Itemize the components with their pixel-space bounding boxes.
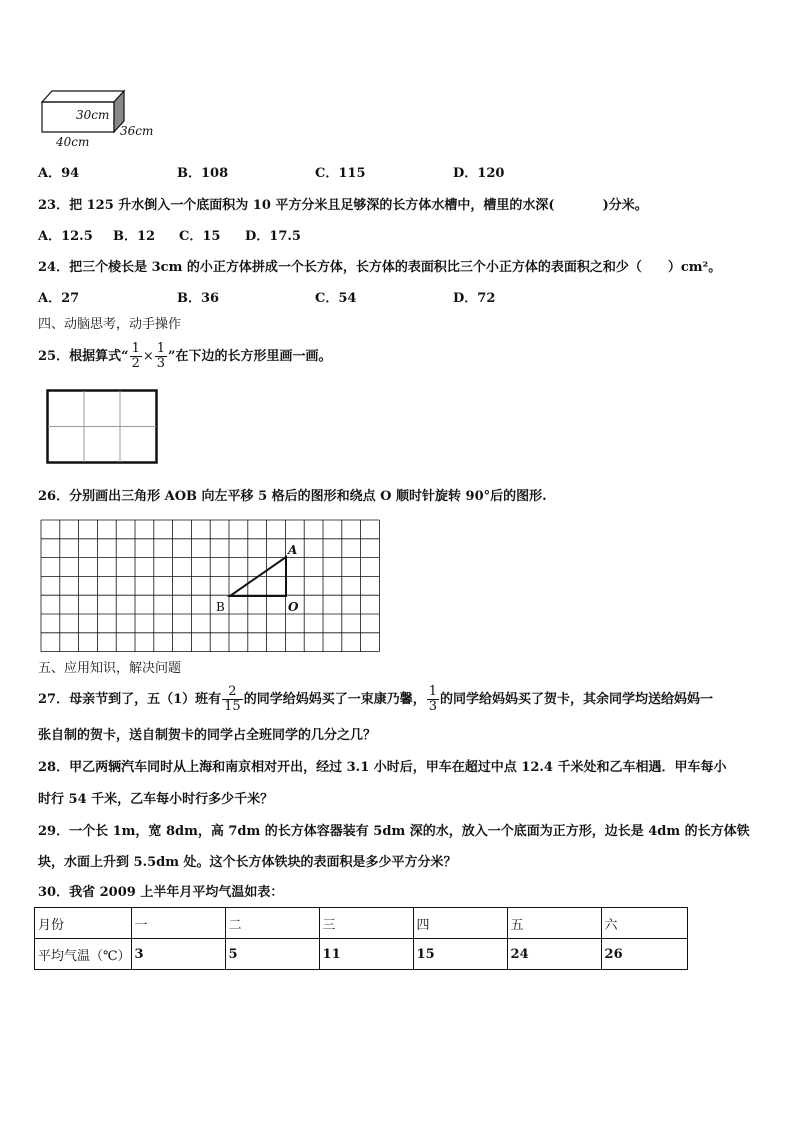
table-cell: 月份 [35,908,132,939]
cuboid-label-top: 30cm [76,108,110,122]
q29-line-1: 29．一个长 1m，宽 8dm，高 7dm 的长方体容器装有 5dm 深的水，放入一个底面为正方形，边长是 4dm 的长方体铁 [38,824,750,839]
q25-frac-2: $\frac{1}{3}$ [156,341,166,371]
temperature-table [34,907,688,970]
grid-label-a: A [288,543,298,557]
q22-option-c[interactable]: C．115 [315,166,366,181]
q30-text: 30．我省 2009 上半年月平均气温如表： [38,885,284,900]
table-cell: 11 [319,939,413,970]
cuboid-label-right: 36cm [120,124,154,138]
q25-text: 25．根据算式“ $\frac{1}{2}$ × $\frac{1}{3}$ ”在下边的长方形里画一画。 [38,341,332,371]
q28-line-1: 28．甲乙两辆汽车同时从上海和南京相对开出，经过 3.1 小时后，甲车在超过中点 12.4 千米处和乙车相遇．甲车每小 [38,760,727,775]
table-cell: 二 [225,908,319,939]
q24-option-a[interactable]: A．27 [38,291,80,306]
table-cell: 24 [507,939,601,970]
grid-label-b: B [216,600,225,614]
table-row-temperature [35,939,688,970]
q26-grid[interactable] [40,519,383,653]
q23-text: 23．把 125 升水倒入一个底面积为 10 平方分米且足够深的长方体水槽中，槽里的水深( )分米。 [38,198,648,213]
drawing-rectangle[interactable] [46,389,159,465]
section-4-heading: 四、动脑思考，动手操作 [38,317,182,332]
table-cell: 15 [413,939,507,970]
q24-text: 24．把三个棱长是 3cm 的小正方体拼成一个长方体，长方体的表面积比三个小正方体的表面积之和少（ ）cm²。 [38,260,722,275]
q28-line-2: 时行 54 千米，乙车每小时行多少千米？ [38,792,274,807]
table-cell: 26 [601,939,687,970]
q26-text: 26．分别画出三角形 AOB 向左平移 5 格后的图形和绕点 O 顺时针旋转 90°后的图形. [38,489,547,504]
grid-label-o: O [288,600,299,614]
table-cell: 四 [413,908,507,939]
q24-option-b[interactable]: B．36 [177,291,220,306]
table-cell: 一 [131,908,225,939]
q22-option-a[interactable]: A．94 [38,166,80,181]
table-cell: 平均气温（℃） [35,939,132,970]
q25-frac-1: $\frac{1}{2}$ [131,341,140,371]
q23-option-d[interactable]: D．17.5 [245,229,301,244]
table-row-month [35,908,688,939]
q27-frac-2: $\frac{1}{3}$ [428,684,437,714]
q27-frac-1: $\frac{2}{15}$ [224,684,241,714]
table-cell: 3 [131,939,225,970]
table-cell: 三 [319,908,413,939]
table-cell: 五 [507,908,601,939]
q24-option-c[interactable]: C．54 [315,291,357,306]
q29-line-2: 块，水面上升到 5.5dm 处。这个长方体铁块的表面积是多少平方分米？ [38,855,457,870]
q23-option-b[interactable]: B．12 [113,229,156,244]
q27-line-1: 27．母亲节到了，五（1）班有 $\frac{2}{15}$ 的同学给妈妈买了一束康乃馨， $\frac{1}{3}$ 的同学给妈妈买了贺卡，其余同学均送给妈妈一 [38,684,713,714]
q23-option-a[interactable]: A．12.5 [38,229,93,244]
q23-option-c[interactable]: C．15 [179,229,221,244]
table-cell: 六 [601,908,687,939]
q22-option-d[interactable]: D．120 [453,166,505,181]
q24-option-d[interactable]: D．72 [453,291,496,306]
q27-line-2: 张自制的贺卡，送自制贺卡的同学占全班同学的几分之几？ [38,728,377,743]
q22-option-b[interactable]: B．108 [177,166,229,181]
table-cell: 5 [225,939,319,970]
cuboid-label-bottom: 40cm [56,135,90,149]
section-5-heading: 五、应用知识，解决问题 [38,661,182,676]
